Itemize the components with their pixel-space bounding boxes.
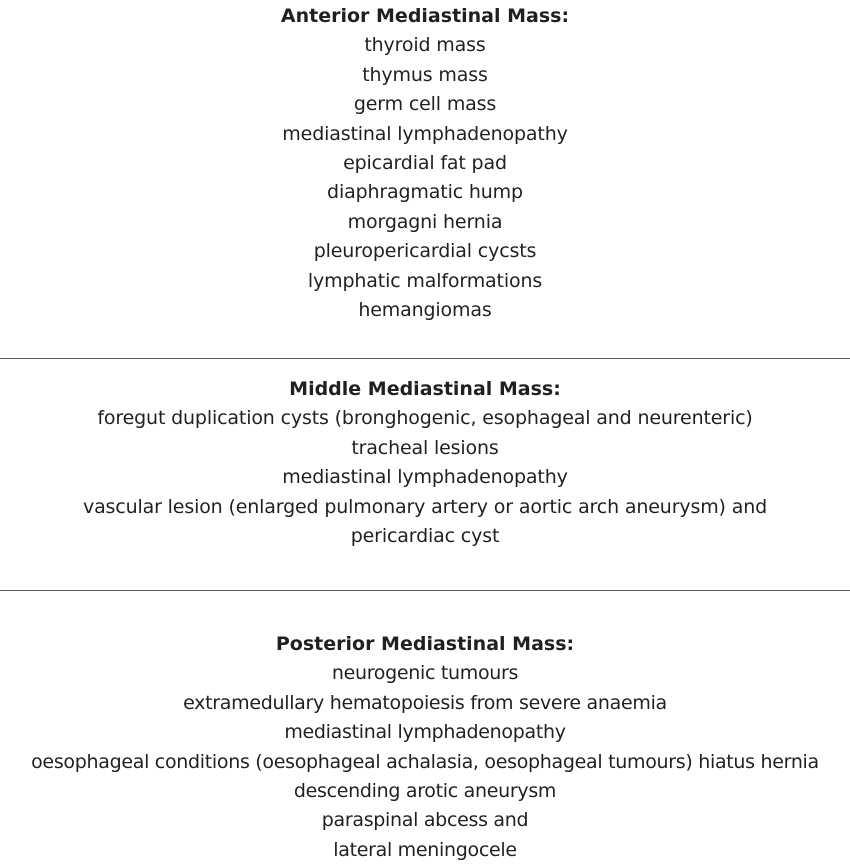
list-item: neurogenic tumours [331, 662, 519, 685]
list-item: thymus mass [362, 63, 488, 86]
section-divider [0, 590, 850, 591]
list-item: lymphatic malformations [307, 269, 543, 292]
list-item: mediastinal lymphadenopathy [282, 122, 568, 145]
posterior-mediastinal-section [0, 630, 850, 865]
list-item: pericardiac cyst [350, 525, 500, 548]
list-item: germ cell mass [353, 93, 497, 116]
list-item: epicardial fat pad [343, 152, 507, 175]
anterior-mediastinal-section [0, 2, 850, 325]
list-item: mediastinal lymphadenopathy [282, 466, 568, 489]
item-list [0, 404, 850, 551]
item-list [0, 31, 850, 325]
middle-mediastinal-section [0, 375, 850, 551]
section-title: Anterior Mediastinal Mass: [280, 5, 570, 27]
list-item: vascular lesion (enlarged pulmonary artery or aortic arch aneurysm) and [82, 495, 768, 518]
list-item: paraspinal abcess and [321, 809, 529, 832]
list-item: pleuropericardial cycsts [313, 240, 537, 263]
section-divider [0, 358, 850, 359]
list-item: hemangiomas [358, 299, 492, 322]
item-list [0, 659, 850, 865]
list-item: thyroid mass [364, 34, 486, 57]
section-title: Posterior Mediastinal Mass: [275, 633, 575, 655]
list-item: tracheal lesions [351, 436, 499, 459]
list-item: lateral meningocele [333, 838, 517, 861]
list-item: diaphragmatic hump [327, 181, 523, 204]
list-item: morgagni hernia [347, 210, 503, 233]
list-item: oesophageal conditions (oesophageal achalasia, oesophageal tumours) hiatus hernia [31, 750, 819, 773]
list-item: foregut duplication cysts (bronghogenic, esophageal and neurenteric) [97, 407, 753, 430]
section-title: Middle Mediastinal Mass: [289, 378, 561, 400]
list-item: descending arotic aneurysm [293, 780, 557, 803]
list-item: mediastinal lymphadenopathy [284, 721, 566, 744]
list-item: extramedullary hematopoiesis from severe anaemia [183, 691, 667, 714]
